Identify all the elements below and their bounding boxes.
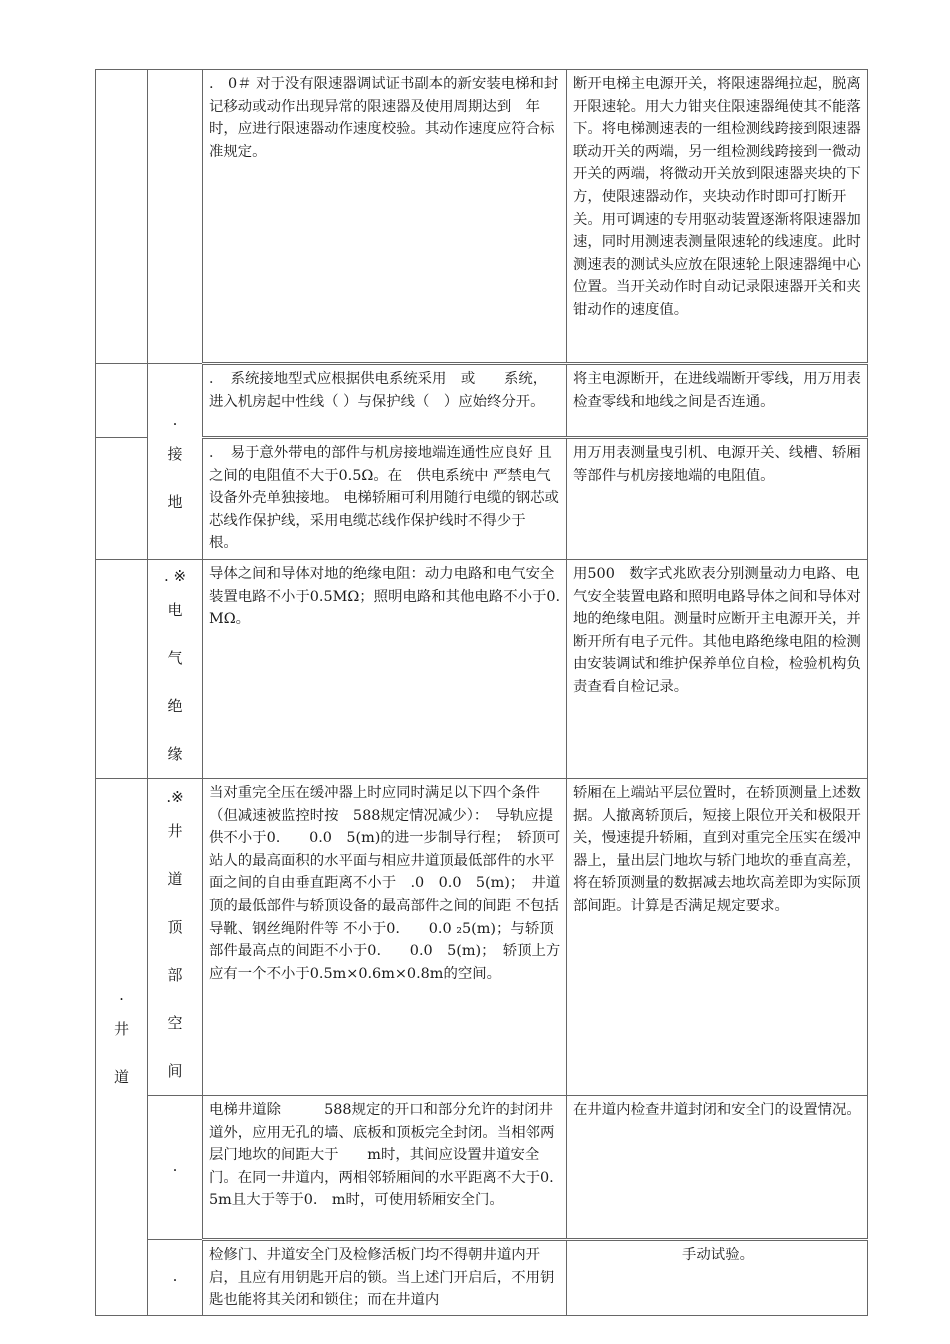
method-text: 手动试验。 [682,1247,754,1263]
item-char: 电 [167,601,183,619]
item-char: 接 [167,445,183,463]
table-row [96,560,868,779]
requirement-text: ． 易于意外带电的部件与机房接地端连通性应良好 且之间的电阻值不大于0.5Ω。在 供电系统中 严禁电气设备外壳单独接地。 电梯轿厢可利用随行电缆的钢芯或芯线作保护线，采用电缆芯线作保护线时不得少于 根。 [209,445,559,552]
method-cell [567,1240,868,1316]
category-label [96,779,147,1101]
item-char: 空 [167,1014,183,1032]
item-label [148,1096,202,1176]
item-char: 顶 [167,918,183,936]
item-number: .※ [166,788,184,806]
method-cell [567,779,868,1096]
method-text: 用500 数字式兆欧表分别测量动力电路、电气安全装置电路和照明电路导体之间和导体对地的绝缘电阻。测量时应断开主电源开关，并断开所有电子元件。其他电路绝缘电阻的检测由安装调试和维护保养单位自检，检验机构负责查看自检记录。 [573,566,861,695]
item-char: 间 [167,1062,183,1080]
item-number: . [172,1267,178,1285]
category-char: 道 [113,1068,129,1086]
method-cell [567,1096,868,1240]
category-char: 井 [113,1020,129,1038]
method-text: 将主电源断开，在进线端断开零线，用万用表检查零线和地线之间是否连通。 [573,371,861,410]
requirement-cell [203,438,567,560]
requirement-text: ． 系统接地型式应根据供电系统采用 或 系统，进入机房起中性线（ ）与保护线（ ）应始终分开。 [209,371,548,410]
method-text: 在井道内检查井道封闭和安全门的设置情况。 [573,1102,861,1118]
table-row [96,70,868,364]
inspection-table [95,69,868,1316]
item-char: 缘 [167,745,183,763]
category-cell [96,70,148,364]
item-cell-insulation [148,560,203,779]
item-char: 地 [167,493,183,511]
category-cell [96,438,148,560]
requirement-text: 检修门、井道安全门及检修活板门均不得朝井道内开启，且应有用钥匙开启的锁。当上述门开启后，不用钥匙也能将其关闭和锁住；而在井道内 [209,1247,555,1309]
item-char: 绝 [167,697,183,715]
category-cell [96,560,148,779]
item-char: 气 [167,649,183,667]
requirement-cell [203,560,575,779]
requirement-text: . 0＃ 对于没有限速器调试证书副本的新安装电梯和封记移动或动作出现异常的限速器及使用周期达到 年时，应进行限速器动作速度校验。其动作速度应符合标准规定。 [209,76,559,160]
category-number: . [119,986,124,1004]
item-cell-top-clearance [148,779,203,1096]
requirement-cell [203,70,567,364]
item-label [148,779,202,1095]
item-cell-grounding [148,364,203,560]
table-row [96,438,868,560]
requirement-text: 导体之间和导体对地的绝缘电阻：动力电路和电气安全装置电路不小于0.5MΩ；照明电路和其他电路不小于0. MΩ。 [209,566,575,628]
table-row [96,779,868,1096]
requirement-text: 当对重完全压在缓冲器上时应同时满足以下四个条件（但减速被监控时按 588规定情况减少）： 导轨应提供不小于0. 0.0 5(m)的进一步制导行程； 轿顶可站人的最高面积的水平面与相应井道顶最低部件的水平面之间的自由垂直距离不小于 .0 0.0 5(m)； 井道顶的最低部件与轿顶设备的最高部件之间的间距 不包括导靴、钢丝绳附件等 不小于0. 0.0 ₂5(m)；与轿顶部件最高点的间距不小于0. 0.0 5(m)； 轿顶上方应有一个不小于0.5m×0.6m×0.8m的空间。 [209,785,561,982]
item-cell [148,70,203,364]
item-char: 井 [167,822,183,840]
method-cell [567,438,868,560]
item-number: . [172,411,178,429]
item-label [148,1240,202,1286]
method-cell [567,560,868,779]
requirement-cell [203,1096,567,1240]
category-cell-hoistway [96,779,148,1316]
requirement-cell [203,1240,567,1316]
requirement-cell [203,364,567,438]
table-row [96,364,868,438]
method-cell [567,70,868,364]
item-char: 道 [167,870,183,888]
item-cell [148,1096,203,1240]
item-number: . [172,1157,178,1175]
category-cell [96,364,148,438]
item-label [148,560,202,778]
requirement-text: 电梯井道除 588规定的开口和部分允许的封闭井道外，应用无孔的墙、底板和顶板完全封闭。当相邻两层门地坎的间距大于 m时，其间应设置井道安全门。在同一井道内，两相邻轿厢间的水平距离不大于0. 5m且大于等于0. m时，可使用轿厢安全门。 [209,1102,569,1209]
method-text: 断开电梯主电源开关，将限速器绳拉起，脱离开限速轮。用大力钳夹住限速器绳使其不能落下。将电梯测速表的一组检测线跨接到限速器联动开关的两端，另一组检测线跨接到一微动开关的两端，将微动开关放到限速器夹块的下方，使限速器动作，夹块动作时即可打断开关。用可调速的专用驱动装置逐渐将限速器加速，同时用测速表测量限速轮的线速度。此时测速表的测试头应放在限速轮上限速器绳中心位置。当开关动作时自动记录限速器开关和夹钳动作的速度值。 [573,76,861,318]
item-label [148,364,202,526]
requirement-cell [203,779,567,1096]
item-cell [148,1240,203,1316]
table-row [96,1096,868,1240]
method-text: 用万用表测量曳引机、电源开关、线槽、轿厢等部件与机房接地端的电阻值。 [573,445,861,484]
table-row [96,1240,868,1316]
method-cell [567,364,868,438]
item-char: 部 [167,966,183,984]
item-number: . ※ [163,567,187,585]
method-text: 轿厢在上端站平层位置时，在轿顶测量上述数据。人撤离轿顶后，短接上限位开关和极限开关，慢速提升轿厢，直到对重完全压实在缓冲器上，量出层门地坎与轿门地坎的垂直高差，将在轿顶测量的数据减去地坎高差即为实际顶部间距。计算是否满足规定要求。 [573,785,861,914]
